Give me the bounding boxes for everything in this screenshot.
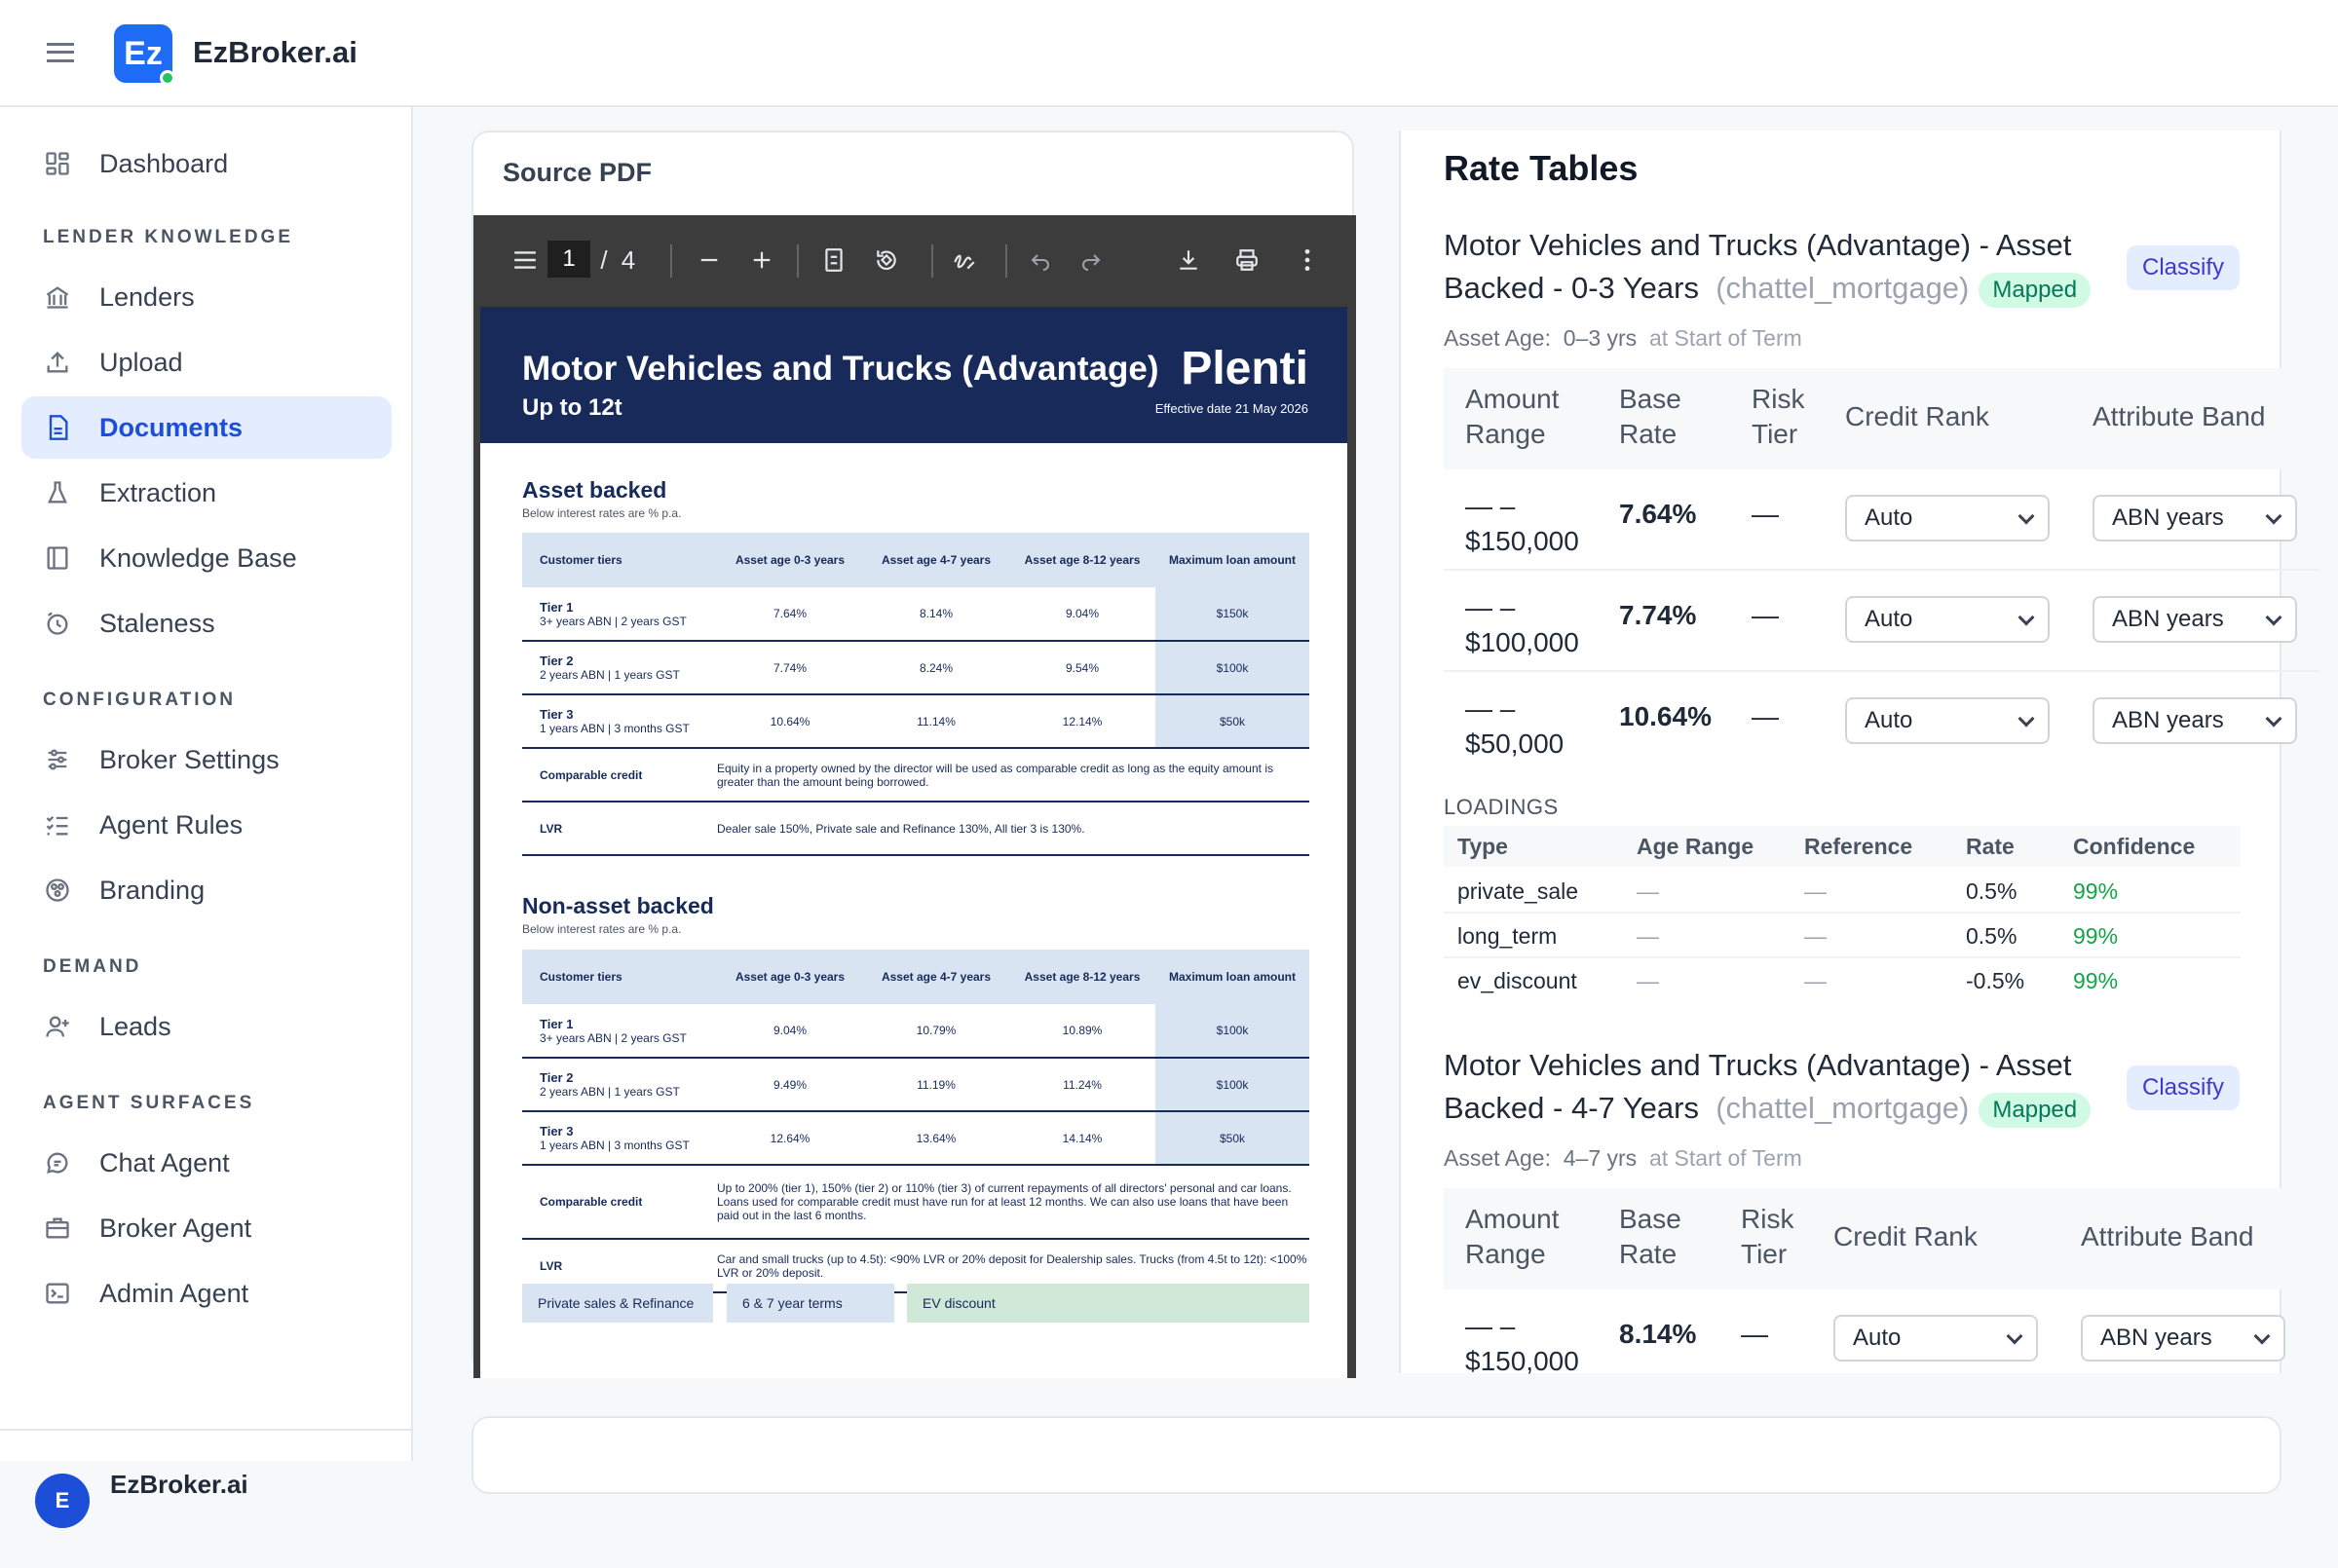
non-asset-backed-note: Below interest rates are % p.a. <box>522 922 682 936</box>
mapped-badge: Mapped <box>1979 1093 2091 1128</box>
asset-backed-note: Below interest rates are % p.a. <box>522 506 682 520</box>
comparable-credit-label: Comparable credit <box>522 748 717 802</box>
comparable-credit-text: Equity in a property owned by the director will be used as comparable credit as long as the equity amount is greater than the amount being borrowed. <box>717 748 1309 802</box>
max-loan-cell: $100k <box>1155 641 1309 694</box>
pdf-pill: 6 & 7 year terms <box>727 1284 894 1323</box>
lvr-text: Dealer sale 150%, Private sale and Refinance 130%, All tier 3 is 130%. <box>717 802 1309 855</box>
base-rate: 10.64% <box>1619 701 1712 731</box>
chevron-down-icon <box>2018 610 2035 626</box>
max-loan-cell: $150k <box>1155 587 1309 641</box>
sidebar-item-branding[interactable] <box>21 859 392 921</box>
chevron-down-icon <box>2007 1328 2023 1345</box>
product-name-line1: Motor Vehicles and Trucks (Advantage) - Asset <box>1444 1048 2072 1082</box>
palette-icon <box>43 876 72 905</box>
col-credit-rank: Credit Rank <box>1845 401 1989 431</box>
rate-cell: 8.24% <box>863 641 1009 694</box>
loadings-table-header <box>1444 826 2241 867</box>
lender-logo: Plenti <box>1181 343 1308 394</box>
pdf-menu-icon[interactable] <box>510 243 540 278</box>
rate-cell: 12.64% <box>717 1111 863 1165</box>
header-cell: Asset age 0-3 years <box>717 950 863 1004</box>
checklist-icon <box>43 810 72 840</box>
sidebar-item-label: Lenders <box>99 281 195 312</box>
risk-tier: — <box>1741 1319 1768 1349</box>
chevron-down-icon <box>2254 1328 2271 1345</box>
loading-age: — <box>1637 923 1659 949</box>
brand-name[interactable]: EzBroker.ai <box>193 35 358 69</box>
pdf-pill: EV discount <box>907 1284 1309 1323</box>
asset-backed-table <box>522 533 1309 856</box>
attribute-band-select[interactable]: ABN years <box>2093 495 2297 541</box>
attribute-band-select[interactable]: ABN years <box>2081 1315 2285 1362</box>
loading-reference: — <box>1804 968 1827 993</box>
asset-backed-heading: Asset backed <box>522 477 667 503</box>
tier-cell: Tier 2 2 years ABN | 1 years GST <box>522 1058 717 1111</box>
app-logo[interactable] <box>114 24 172 83</box>
header-cell: Asset age 4-7 years <box>863 950 1009 1004</box>
undo-icon[interactable] <box>1021 243 1060 278</box>
chevron-down-icon <box>2266 508 2282 525</box>
sidebar-item-label: Branding <box>99 875 206 905</box>
attribute-band-select[interactable]: ABN years <box>2093 697 2297 744</box>
col-risk-tier: Risk Tier <box>1741 1204 1794 1269</box>
max-loan-cell: $100k <box>1155 1058 1309 1111</box>
section-configuration: CONFIGURATION <box>43 690 237 710</box>
rate-row <box>1444 571 2320 672</box>
base-rate: 8.14% <box>1619 1319 1697 1349</box>
max-loan-cell: $50k <box>1155 1111 1309 1165</box>
non-asset-backed-heading: Non-asset backed <box>522 893 714 918</box>
sidebar-item-broker-agent[interactable] <box>21 1197 392 1259</box>
lvr-label: LVR <box>522 802 717 855</box>
header-cell: Maximum loan amount <box>1155 950 1309 1004</box>
avatar[interactable]: E <box>35 1474 90 1528</box>
sidebar-item-agent-rules[interactable] <box>21 794 392 856</box>
sidebar-footer <box>0 1429 411 1568</box>
amount-range: — – $150,000 <box>1465 1311 1579 1376</box>
lvr-label: LVR <box>522 1239 717 1292</box>
credit-rank-select[interactable]: Auto <box>1845 495 2050 541</box>
max-loan-cell: $100k <box>1155 1004 1309 1058</box>
sidebar-item-label: Upload <box>99 347 183 377</box>
loading-reference: — <box>1804 923 1827 949</box>
product-title <box>1444 224 2126 310</box>
loading-type: private_sale <box>1457 878 1579 904</box>
base-rate: 7.74% <box>1619 600 1697 630</box>
header-cell: Customer tiers <box>522 950 717 1004</box>
header-cell: Asset age 0-3 years <box>717 533 863 587</box>
loading-rate: 0.5% <box>1966 923 2017 949</box>
product-name-line1: Motor Vehicles and Trucks (Advantage) - Asset <box>1444 228 2072 262</box>
toolbar-divider <box>1005 244 1007 278</box>
pdf-pill: Private sales & Refinance <box>522 1284 713 1323</box>
sidebar-item-label: Broker Settings <box>99 744 280 774</box>
pdf-viewer[interactable] <box>473 307 1356 1378</box>
print-icon[interactable] <box>1227 243 1266 278</box>
rate-cell: 9.54% <box>1009 641 1155 694</box>
loading-confidence: 99% <box>2073 923 2119 949</box>
table-row <box>522 748 1309 802</box>
rate-cell: 9.49% <box>717 1058 863 1111</box>
book-icon <box>43 543 72 573</box>
loading-row <box>1444 958 2241 1003</box>
section-demand: DEMAND <box>43 956 142 977</box>
product-name-line2: Backed - 4-7 Years <box>1444 1091 1699 1125</box>
chevron-down-icon <box>2266 610 2282 626</box>
col-base-rate: Base Rate <box>1619 1204 1681 1269</box>
sidebar-item-broker-settings[interactable] <box>21 728 392 791</box>
sidebar-item-label: Broker Agent <box>99 1213 252 1243</box>
sidebar-item-upload[interactable] <box>21 331 392 393</box>
sidebar-item-chat-agent[interactable] <box>21 1132 392 1194</box>
loading-confidence: 99% <box>2073 878 2119 904</box>
col-rate: Rate <box>1966 834 2015 859</box>
lvr-text: Car and small trucks (up to 4.5t): <90% LVR or 20% deposit for Dealership sales. Trucks (from 4.5t to 12t): <100% LVR or 20% deposit. <box>717 1239 1309 1292</box>
tier-cell: Tier 1 3+ years ABN | 2 years GST <box>522 587 717 641</box>
sidebar-item-label: Staleness <box>99 608 215 638</box>
rate-cell: 7.74% <box>717 641 863 694</box>
col-base-rate: Base Rate <box>1619 384 1681 449</box>
loading-type: long_term <box>1457 923 1558 949</box>
zoom-out-icon[interactable] <box>690 243 729 278</box>
loading-type: ev_discount <box>1457 968 1577 993</box>
sidebar-item-staleness[interactable] <box>21 592 392 654</box>
loading-age: — <box>1637 968 1659 993</box>
sidebar-item-knowledge-base[interactable] <box>21 527 392 589</box>
user-name: EzBroker.ai <box>110 1470 248 1499</box>
header-cell: Asset age 8-12 years <box>1009 950 1155 1004</box>
sidebar-item-admin-agent[interactable] <box>21 1262 392 1325</box>
col-amount-range: Amount Range <box>1465 1204 1560 1269</box>
table-row <box>522 1004 1309 1058</box>
sidebar-item-label: Documents <box>99 412 244 442</box>
header-cell: Customer tiers <box>522 533 717 587</box>
sidebar <box>0 107 413 1512</box>
redo-icon[interactable] <box>1072 243 1111 278</box>
fit-page-icon[interactable] <box>814 243 853 278</box>
sidebar-item-label: Agent Rules <box>99 809 244 840</box>
col-credit-rank: Credit Rank <box>1833 1221 1978 1251</box>
sidebar-item-lenders[interactable] <box>21 266 392 328</box>
asset-age: Asset Age: 0–3 yrs at Start of Term <box>1444 325 1802 351</box>
sidebar-item-label: Chat Agent <box>99 1147 230 1177</box>
max-loan-cell: $50k <box>1155 694 1309 748</box>
mapped-badge: Mapped <box>1979 273 2091 308</box>
comparable-credit-label: Comparable credit <box>522 1165 717 1239</box>
clock-icon <box>43 609 72 638</box>
rate-cell: 9.04% <box>1009 587 1155 641</box>
attribute-band-select[interactable]: ABN years <box>2093 596 2297 643</box>
credit-rank-select[interactable]: Auto <box>1845 596 2050 643</box>
rate-tables-title: Rate Tables <box>1444 148 1639 188</box>
credit-rank-select[interactable]: Auto <box>1833 1315 2038 1362</box>
col-amount-range: Amount Range <box>1465 384 1560 449</box>
chevron-down-icon <box>2018 508 2035 525</box>
col-attribute-band: Attribute Band <box>2081 1221 2254 1251</box>
sidebar-item-label: Dashboard <box>99 148 229 178</box>
loadings-heading: LOADINGS <box>1444 795 1559 819</box>
upload-icon <box>43 348 72 377</box>
more-options-icon[interactable] <box>1288 243 1327 278</box>
rate-row <box>1444 1289 2320 1391</box>
col-age-range: Age Range <box>1637 834 1754 859</box>
tier-cell: Tier 1 3+ years ABN | 2 years GST <box>522 1004 717 1058</box>
comparable-credit-text: Up to 200% (tier 1), 150% (tier 2) or 110% (tier 3) of current repayments of all directors' personal and car loans. Loans used for comparable credit must have run for at least 12 months. We can also use loans that have been paid out in the last 6 months. <box>717 1165 1309 1239</box>
sidebar-item-label: Admin Agent <box>99 1278 249 1308</box>
table-row <box>522 694 1309 748</box>
col-reference: Reference <box>1804 834 1913 859</box>
next-card <box>471 1416 2281 1494</box>
header-cell: Maximum loan amount <box>1155 533 1309 587</box>
rate-cell: 11.24% <box>1009 1058 1155 1111</box>
top-header <box>0 0 2338 107</box>
loading-row <box>1444 869 2241 914</box>
product-category: (chattel_mortgage) <box>1716 271 1970 305</box>
rate-row <box>1444 469 2320 571</box>
tier-cell: Tier 2 2 years ABN | 1 years GST <box>522 641 717 694</box>
page-total: 4 <box>621 244 636 275</box>
loading-reference: — <box>1804 878 1827 904</box>
terminal-icon <box>43 1279 72 1308</box>
rate-cell: 14.14% <box>1009 1111 1155 1165</box>
table-row <box>522 641 1309 694</box>
table-row <box>522 587 1309 641</box>
credit-rank-select[interactable]: Auto <box>1845 697 2050 744</box>
briefcase-icon <box>43 1213 72 1243</box>
chat-icon <box>43 1148 72 1177</box>
col-type: Type <box>1457 834 1508 859</box>
rate-cell: 8.14% <box>863 587 1009 641</box>
sidebar-item-extraction[interactable] <box>21 462 392 524</box>
non-asset-backed-table <box>522 950 1309 1293</box>
source-pdf-card <box>471 131 1354 1373</box>
classify-button[interactable]: Classify <box>2127 245 2240 290</box>
chevron-down-icon <box>2266 711 2282 728</box>
sliders-icon <box>43 745 72 774</box>
base-rate: 7.64% <box>1619 499 1697 529</box>
rate-table-header <box>1444 1188 2320 1289</box>
table-header-row <box>522 533 1309 587</box>
table-row <box>522 1058 1309 1111</box>
amount-range: — – $150,000 <box>1465 491 1579 556</box>
asset-age: Asset Age: 4–7 yrs at Start of Term <box>1444 1145 1802 1171</box>
zoom-in-icon[interactable] <box>742 243 781 278</box>
rate-cell: 10.79% <box>863 1004 1009 1058</box>
effective-date: Effective date 21 May 2026 <box>1154 401 1308 416</box>
rate-cell: 7.64% <box>717 587 863 641</box>
pdf-page <box>480 307 1347 1378</box>
rate-cell: 11.19% <box>863 1058 1009 1111</box>
table-row <box>522 1111 1309 1165</box>
toolbar-divider <box>670 244 672 278</box>
rate-tables-card <box>1399 131 2281 1376</box>
source-pdf-title: Source PDF <box>503 158 653 187</box>
col-attribute-band: Attribute Band <box>2093 401 2266 431</box>
page-separator: / <box>600 244 608 275</box>
risk-tier: — <box>1752 600 1779 630</box>
sidebar-item-label: Extraction <box>99 477 217 507</box>
product-category: (chattel_mortgage) <box>1716 1091 1970 1125</box>
pdf-doc-subtitle: Up to 12t <box>522 394 622 421</box>
toolbar-divider <box>797 244 799 278</box>
classify-button[interactable]: Classify <box>2127 1065 2240 1110</box>
draw-icon[interactable] <box>945 243 984 278</box>
rate-cell: 12.14% <box>1009 694 1155 748</box>
download-icon[interactable] <box>1169 243 1208 278</box>
header-cell: Asset age 4-7 years <box>863 533 1009 587</box>
sidebar-item-label: Knowledge Base <box>99 542 297 573</box>
flask-icon <box>43 478 72 507</box>
tier-cell: Tier 3 1 years ABN | 3 months GST <box>522 1111 717 1165</box>
col-confidence: Confidence <box>2073 834 2196 859</box>
logo-text: Ez <box>124 34 163 72</box>
dashboard-icon <box>43 149 72 178</box>
chevron-down-icon <box>2018 711 2035 728</box>
loading-confidence: 99% <box>2073 968 2119 993</box>
menu-icon[interactable] <box>47 43 74 62</box>
rate-cell: 10.64% <box>717 694 863 748</box>
risk-tier: — <box>1752 701 1779 731</box>
rate-cell: 10.89% <box>1009 1004 1155 1058</box>
header-cell: Asset age 8-12 years <box>1009 533 1155 587</box>
loading-rate: -0.5% <box>1966 968 2025 993</box>
table-header-row <box>522 950 1309 1004</box>
pdf-toolbar <box>473 215 1356 307</box>
product-name-line2: Backed - 0-3 Years <box>1444 271 1699 305</box>
rotate-icon[interactable] <box>867 243 906 278</box>
sidebar-item-label: Leads <box>99 1011 171 1041</box>
risk-tier: — <box>1752 499 1779 529</box>
loading-age: — <box>1637 878 1659 904</box>
rate-table-header <box>1444 368 2320 469</box>
user-plus-icon <box>43 1012 72 1041</box>
col-risk-tier: Risk Tier <box>1752 384 1805 449</box>
page-number-input[interactable]: 1 <box>547 241 590 278</box>
section-agent-surfaces: AGENT SURFACES <box>43 1093 255 1113</box>
tier-cell: Tier 3 1 years ABN | 3 months GST <box>522 694 717 748</box>
pdf-header-band <box>480 307 1347 443</box>
status-dot <box>160 70 175 86</box>
rate-cell: 13.64% <box>863 1111 1009 1165</box>
pdf-doc-title: Motor Vehicles and Trucks (Advantage) <box>522 350 1159 388</box>
sidebar-item-dashboard[interactable] <box>21 132 392 195</box>
rate-cell: 11.14% <box>863 694 1009 748</box>
table-row <box>522 1165 1309 1239</box>
rate-cell: 9.04% <box>717 1004 863 1058</box>
document-icon <box>43 413 72 442</box>
section-lender-knowledge: LENDER KNOWLEDGE <box>43 227 293 247</box>
bank-icon <box>43 282 72 312</box>
product-title <box>1444 1044 2126 1130</box>
table-row <box>522 802 1309 855</box>
sidebar-item-leads[interactable] <box>21 995 392 1058</box>
sidebar-item-documents[interactable] <box>21 396 392 459</box>
loading-rate: 0.5% <box>1966 878 2017 904</box>
amount-range: — – $50,000 <box>1465 693 1565 759</box>
amount-range: — – $100,000 <box>1465 592 1579 657</box>
rate-row <box>1444 672 2320 773</box>
loading-row <box>1444 914 2241 958</box>
toolbar-divider <box>931 244 933 278</box>
